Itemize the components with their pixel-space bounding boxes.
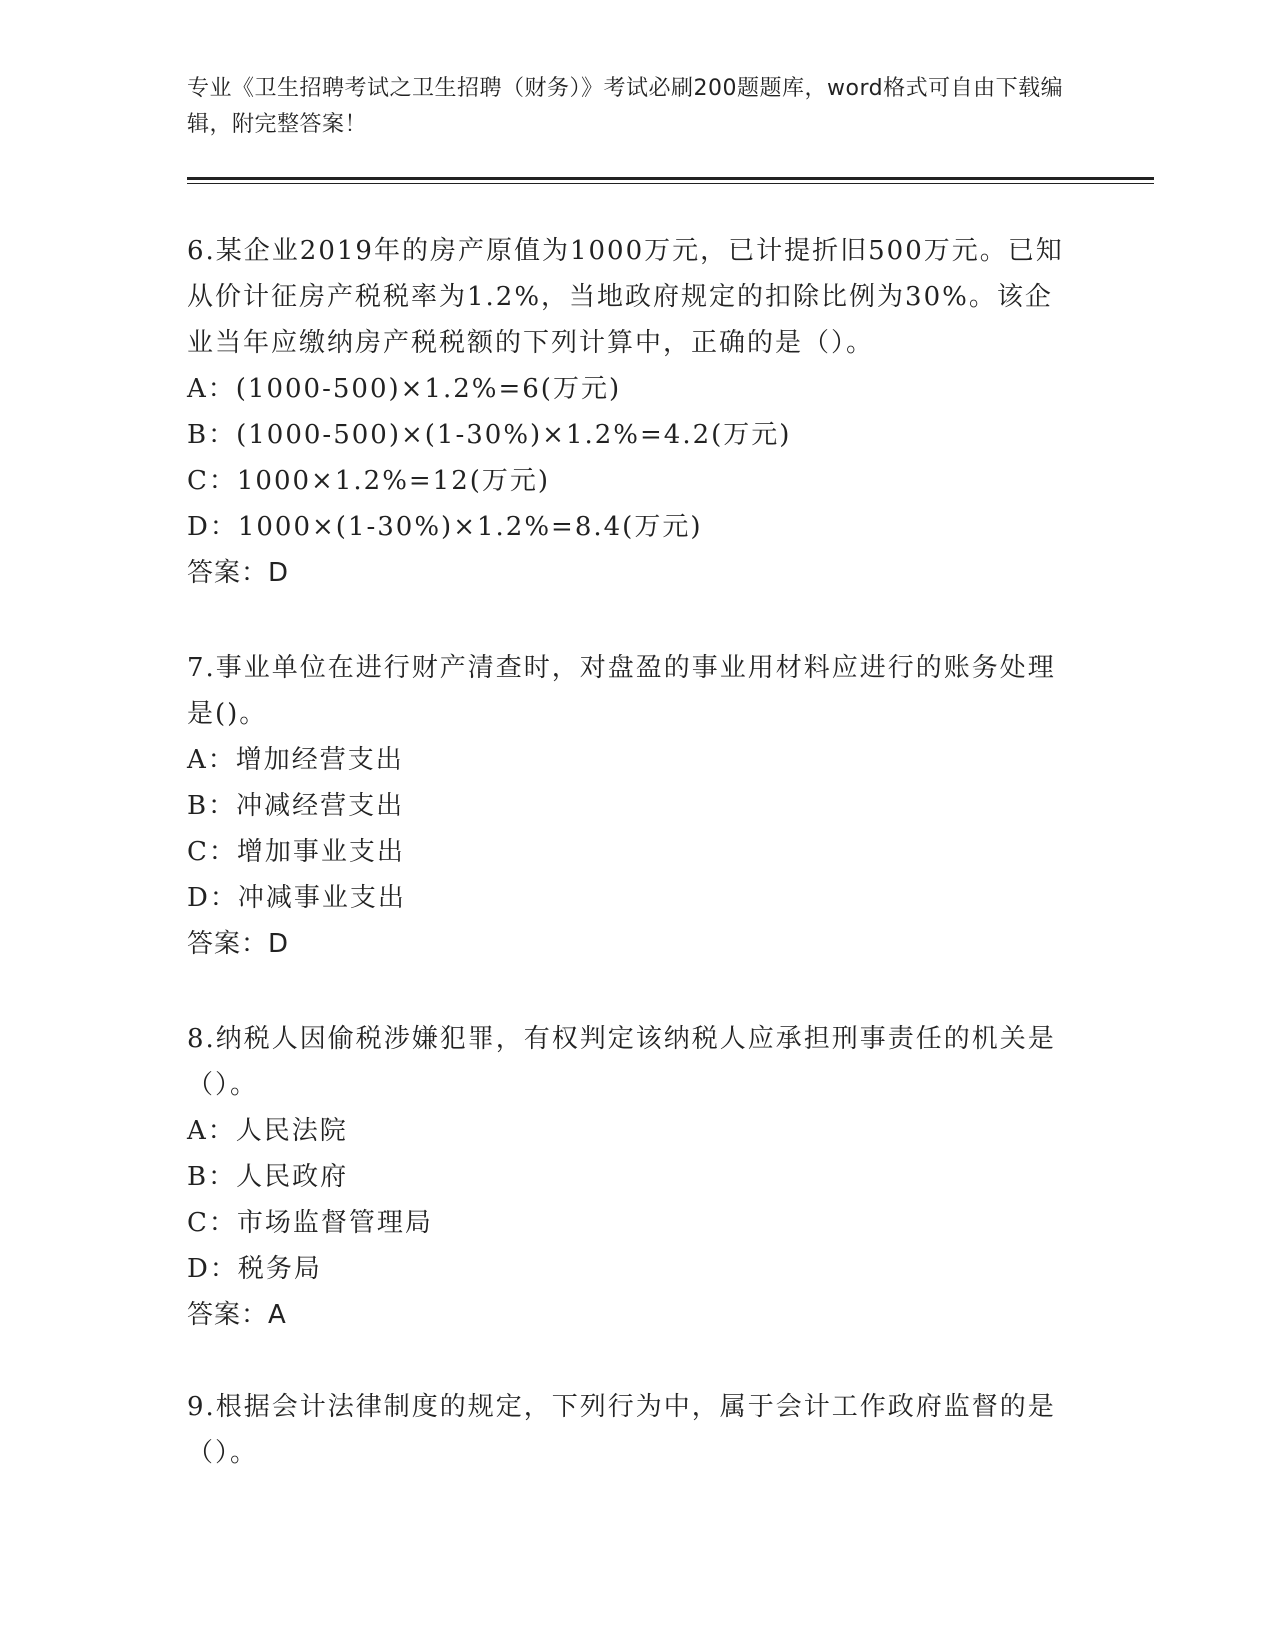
question-7 [187, 645, 1067, 967]
question-stem: 6.某企业2019年的房产原值为1000万元，已计提折旧500万元。已知从价计征房产税税率为1.2%，当地政府规定的扣除比例为30%。该企业当年应缴纳房产税税额的下列计算中，正确的是（）。 [187, 236, 1064, 358]
option-d: D：税务局 [187, 1254, 322, 1284]
option-a: A：增加经营支出 [187, 745, 404, 775]
option-d: D：1000×(1-30%)×1.2%=8.4(万元) [187, 512, 703, 542]
answer: 答案：D [187, 929, 290, 959]
header-rule-thick [187, 177, 1154, 180]
option-b: B：人民政府 [187, 1162, 349, 1192]
answer: 答案：D [187, 558, 290, 588]
option-c: C：1000×1.2%=12(万元) [187, 466, 551, 496]
question-stem: 8.纳税人因偷税涉嫌犯罪，有权判定该纳税人应承担刑事责任的机关是（）。 [187, 1024, 1056, 1100]
option-c: C：增加事业支出 [187, 837, 405, 867]
option-a: A：(1000-500)×1.2%=6(万元) [187, 374, 622, 404]
document-header: 专业《卫生招聘考试之卫生招聘（财务）》考试必刷200题题库，word格式可自由下载编辑，附完整答案！ [187, 76, 1064, 137]
question-6 [187, 228, 1067, 596]
option-b: B：(1000-500)×(1-30%)×1.2%=4.2(万元) [187, 420, 792, 450]
question-9 [187, 1384, 1067, 1476]
question-8 [187, 1016, 1067, 1338]
question-stem: 9.根据会计法律制度的规定，下列行为中，属于会计工作政府监督的是（）。 [187, 1392, 1056, 1468]
header-rule-thin [187, 183, 1154, 184]
option-d: D：冲减事业支出 [187, 883, 406, 913]
question-stem: 7.事业单位在进行财产清查时，对盘盈的事业用材料应进行的账务处理是()。 [187, 653, 1056, 729]
option-b: B：冲减经营支出 [187, 791, 405, 821]
answer: 答案：A [187, 1300, 287, 1330]
option-c: C：市场监督管理局 [187, 1208, 433, 1238]
option-a: A：人民法院 [187, 1116, 348, 1146]
